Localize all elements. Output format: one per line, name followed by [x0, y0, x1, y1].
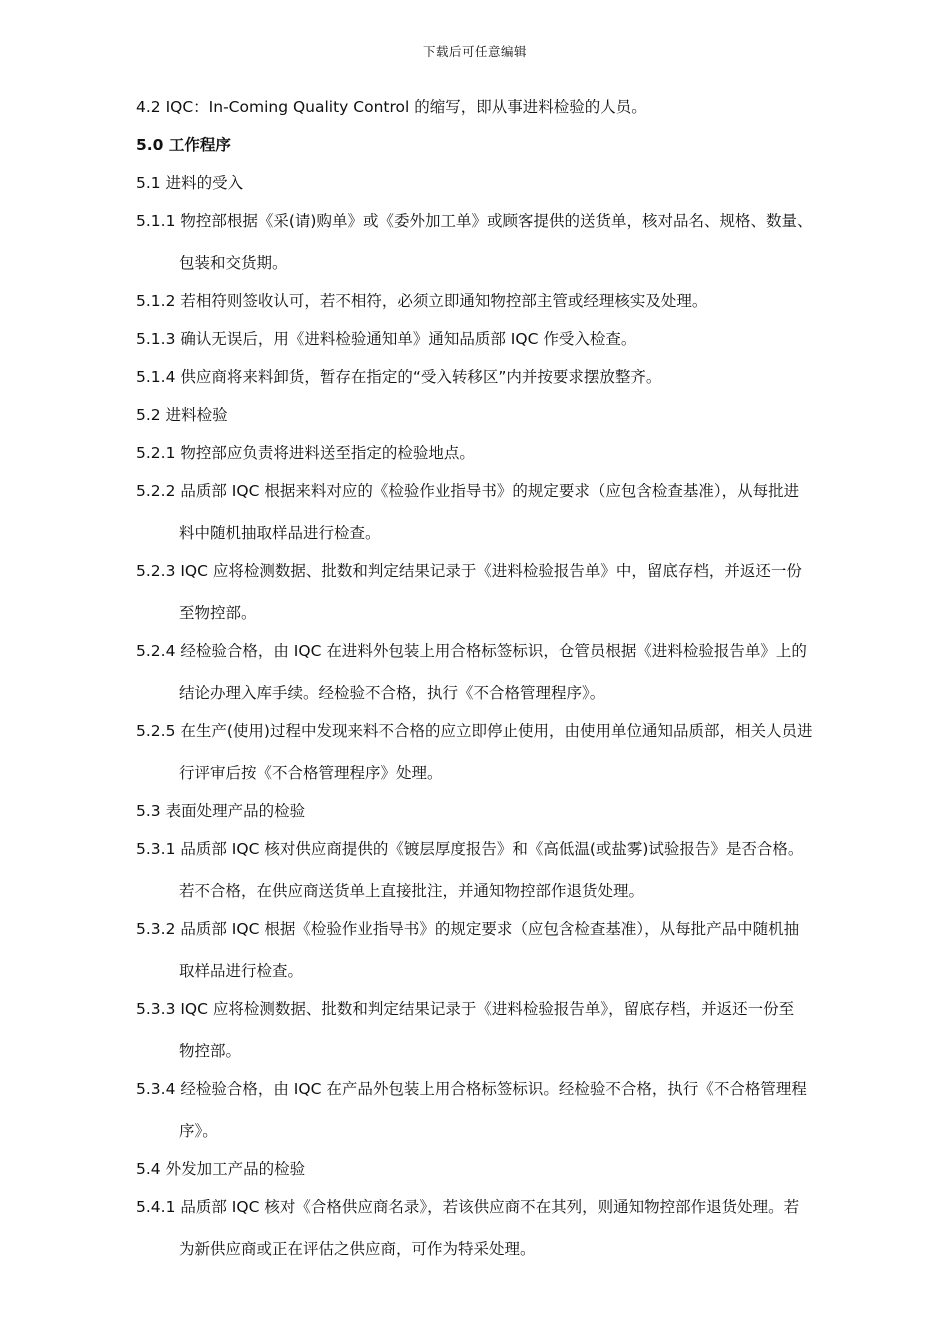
section-heading-5-3: 5.3 表面处理产品的检验	[136, 802, 306, 820]
paragraph-5-2-4: 5.2.4 经检验合格，由 IQC 在进料外包装上用合格标签标识，仓管员根据《进料检验报告单》上的	[136, 642, 807, 660]
paragraph-5-3-4-cont: 序》。	[179, 1122, 218, 1140]
paragraph-5-3-1-cont: 若不合格，在供应商送货单上直接批注，并通知物控部作退货处理。	[179, 882, 645, 900]
paragraph-5-2-4-cont: 结论办理入库手续。经检验不合格，执行《不合格管理程序》。	[179, 684, 606, 702]
paragraph-5-2-3-cont: 至物控部。	[179, 604, 257, 622]
paragraph-5-2-2: 5.2.2 品质部 IQC 根据来料对应的《检验作业指导书》的规定要求（应包含检查基准），从每批进	[136, 482, 800, 500]
paragraph-5-3-3-cont: 物控部。	[179, 1042, 242, 1060]
paragraph-5-3-1: 5.3.1 品质部 IQC 核对供应商提供的《镀层厚度报告》和《高低温(或盐雾)试验报告》是否合格。	[136, 840, 804, 858]
paragraph-5-3-3: 5.3.3 IQC 应将检测数据、批数和判定结果记录于《进料检验报告单》，留底存档，并返还一份至	[136, 1000, 795, 1018]
page-header: 下载后可任意编辑	[422, 44, 527, 59]
paragraph-5-4-1-cont: 为新供应商或正在评估之供应商，可作为特采处理。	[179, 1240, 536, 1258]
paragraph-5-4-1: 5.4.1 品质部 IQC 核对《合格供应商名录》，若该供应商不在其列，则通知物控部作退货处理。若	[136, 1198, 800, 1216]
section-heading-5-2: 5.2 进料检验	[136, 406, 228, 424]
paragraph-5-1-4: 5.1.4 供应商将来料卸货，暂存在指定的“受入转移区”内并按要求摆放整齐。	[136, 368, 662, 386]
paragraph-5-2-1: 5.2.1 物控部应负责将进料送至指定的检验地点。	[136, 444, 475, 462]
paragraph-5-2-5: 5.2.5 在生产(使用)过程中发现来料不合格的应立即停止使用，由使用单位通知品质部，相关人员进	[136, 722, 813, 740]
section-heading-5-4: 5.4 外发加工产品的检验	[136, 1160, 306, 1178]
paragraph-5-2-3: 5.2.3 IQC 应将检测数据、批数和判定结果记录于《进料检验报告单》中，留底存档，并返还一份	[136, 562, 802, 580]
document-body	[136, 88, 866, 1268]
paragraph-5-1-3: 5.1.3 确认无误后，用《进料检验通知单》通知品质部 IQC 作受入检查。	[136, 330, 637, 348]
definition-iqc: 4.2 IQC：In-Coming Quality Control 的缩写，即从事进料检验的人员。	[136, 98, 647, 116]
paragraph-5-1-1: 5.1.1 物控部根据《采(请)购单》或《委外加工单》或顾客提供的送货单，核对品名、规格、数量、	[136, 212, 813, 230]
paragraph-5-1-2: 5.1.2 若相符则签收认可，若不相符，必须立即通知物控部主管或经理核实及处理。	[136, 292, 708, 310]
paragraph-5-2-5-cont: 行评审后按《不合格管理程序》处理。	[179, 764, 443, 782]
paragraph-5-3-2-cont: 取样品进行检查。	[179, 962, 304, 980]
section-heading-5-1: 5.1 进料的受入	[136, 174, 244, 192]
paragraph-5-2-2-cont: 料中随机抽取样品进行检查。	[179, 524, 381, 542]
section-heading-5-0: 5.0 工作程序	[136, 136, 231, 154]
paragraph-5-3-4: 5.3.4 经检验合格，由 IQC 在产品外包装上用合格标签标识。经检验不合格，执行《不合格管理程	[136, 1080, 807, 1098]
paragraph-5-3-2: 5.3.2 品质部 IQC 根据《检验作业指导书》的规定要求（应包含检查基准），从每批产品中随机抽	[136, 920, 800, 938]
paragraph-5-1-1-cont: 包装和交货期。	[179, 254, 288, 272]
